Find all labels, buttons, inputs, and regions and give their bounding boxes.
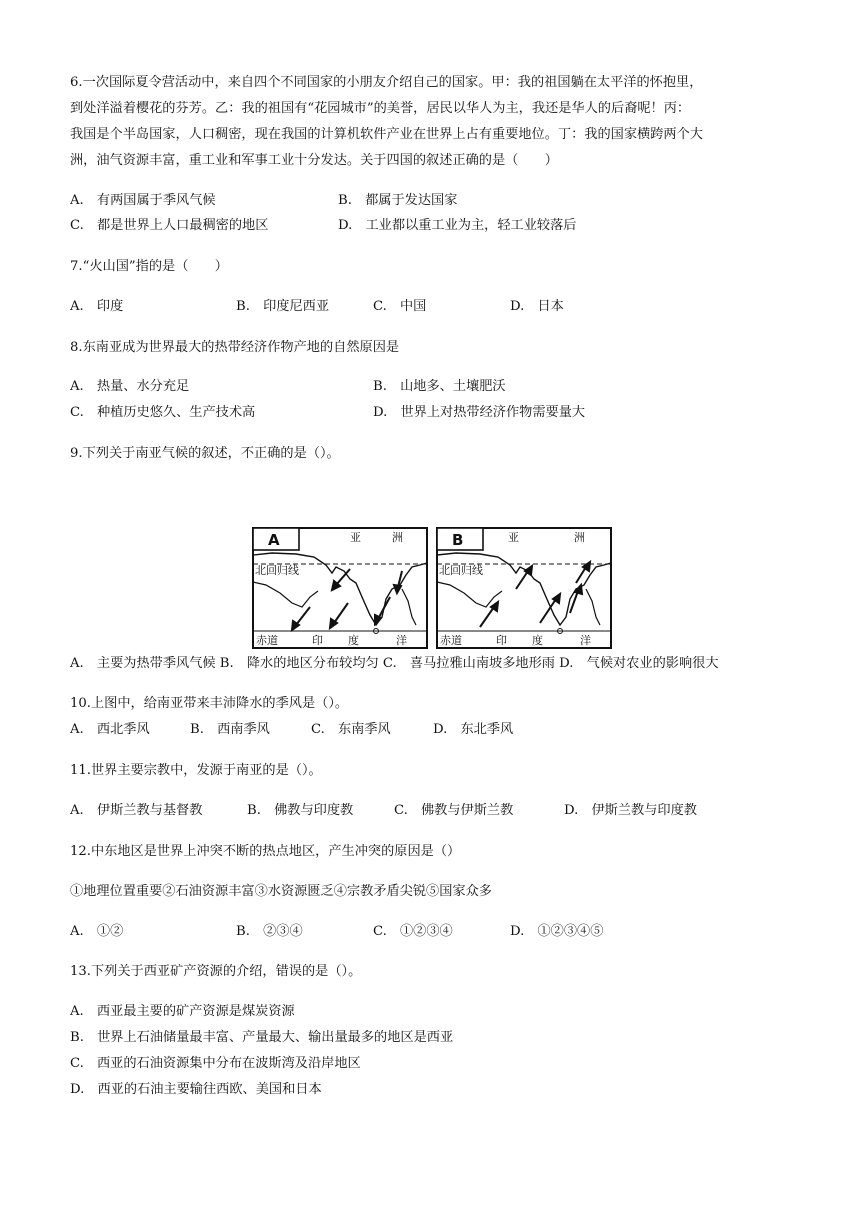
map-b-equator-label: 赤道 xyxy=(440,634,462,647)
q6-stem-line-1: 6.一次国际夏令营活动中，来自四个不同国家的小朋友介绍自己的国家。甲：我的祖国躺在太平洋的怀抱里， xyxy=(70,75,703,90)
map-a-asia-1: 亚 xyxy=(350,531,361,544)
q8-option-b: B. 山地多、土壤肥沃 xyxy=(373,379,506,394)
map-b-asia-1: 亚 xyxy=(508,531,519,544)
q6-option-c: C. 都是世界上人口最稠密的地区 xyxy=(70,218,269,233)
q13-option-a: A. 西亚最主要的矿产资源是煤炭资源 xyxy=(70,1004,295,1019)
monsoon-map-a xyxy=(252,527,428,649)
map-b-letter: B xyxy=(452,531,464,549)
q12-option-c: C. ①②③④ xyxy=(373,924,453,939)
map-a-asia-2: 洲 xyxy=(392,531,403,544)
map-a-equator-label: 赤道 xyxy=(256,634,278,647)
q10-option-c: C. 东南季风 xyxy=(311,722,391,737)
q10-option-b: B. 西南季风 xyxy=(190,722,270,737)
q8-option-a: A. 热量、水分充足 xyxy=(70,379,190,394)
q6-option-b: B. 都属于发达国家 xyxy=(338,193,458,208)
q6-option-d: D. 工业都以重工业为主，轻工业较落后 xyxy=(338,218,577,233)
q10-option-a: A. 西北季风 xyxy=(70,722,150,737)
q13-stem: 13.下列关于西亚矿产资源的介绍，错误的是（）。 xyxy=(70,964,362,979)
monsoon-map-b xyxy=(436,527,612,649)
q12-option-b: B. ②③④ xyxy=(236,924,303,939)
q12-option-d: D. ①②③④⑤ xyxy=(510,924,604,939)
q12-option-a: A. ①② xyxy=(70,924,124,939)
q7-option-a: A. 印度 xyxy=(70,299,124,314)
q7-option-b: B. 印度尼西亚 xyxy=(236,299,330,314)
q7-option-c: C. 中国 xyxy=(373,299,427,314)
q7-option-d: D. 日本 xyxy=(510,299,564,314)
q8-option-d: D. 世界上对热带经济作物需要量大 xyxy=(373,405,586,420)
q10-stem: 10.上图中，给南亚带来丰沛降水的季风是（）。 xyxy=(70,696,349,711)
q11-option-d: D. 伊斯兰教与印度教 xyxy=(564,803,697,818)
q12-items: ①地理位置重要②石油资源丰富③水资源匮乏④宗教矛盾尖锐⑤国家众多 xyxy=(70,884,492,899)
q6-option-a: A. 有两国属于季风气候 xyxy=(70,193,216,208)
q6-stem-line-4: 洲，油气资源丰富，重工业和军事工业十分发达。关于四国的叙述正确的是（ ） xyxy=(70,153,558,168)
map-b-tropic-label: 北回归线 xyxy=(439,564,483,577)
q9-stem: 9.下列关于南亚气候的叙述，不正确的是（）。 xyxy=(70,446,340,461)
q8-stem: 8.东南亚成为世界最大的热带经济作物产地的自然原因是 xyxy=(70,340,400,355)
q7-stem: 7.“火山国”指的是（ ） xyxy=(70,259,228,274)
q11-option-b: B. 佛教与印度教 xyxy=(247,803,354,818)
map-a-ocean-1: 印 xyxy=(312,634,323,647)
map-a-ocean-3: 洋 xyxy=(396,634,407,647)
q6-stem-line-2: 到处洋溢着樱花的芬芳。乙：我的祖国有“花园城市”的美誉，居民以华人为主，我还是华人的后裔呢！丙： xyxy=(70,101,691,116)
map-a-ocean-2: 度 xyxy=(348,634,359,647)
map-b-asia-2: 洲 xyxy=(574,531,585,544)
q8-option-c: C. 种植历史悠久、生产技术高 xyxy=(70,405,256,420)
q13-option-c: C. 西亚的石油资源集中分布在波斯湾及沿岸地区 xyxy=(70,1056,361,1071)
map-b-ocean-1: 印 xyxy=(496,634,507,647)
q12-stem: 12.中东地区是世界上冲突不断的热点地区，产生冲突的原因是（） xyxy=(70,844,461,859)
q6-stem-line-3: 我国是个半岛国家，人口稠密，现在我国的计算机软件产业在世界上占有重要地位。丁：我的国家横跨两个大 xyxy=(70,127,703,142)
q13-option-b: B. 世界上石油储量最丰富、产量最大、输出量最多的地区是西亚 xyxy=(70,1030,454,1045)
map-b-ocean-3: 洋 xyxy=(580,634,591,647)
map-b-ocean-2: 度 xyxy=(532,634,543,647)
q9-options: A. 主要为热带季风气候 B. 降水的地区分布较均匀 C. 喜马拉雅山南坡多地形雨 D. 气候对农业的影响很大 xyxy=(70,656,719,671)
q11-option-c: C. 佛教与伊斯兰教 xyxy=(394,803,514,818)
map-a-tropic-label: 北回归线 xyxy=(255,564,299,577)
q10-option-d: D. 东北季风 xyxy=(433,722,514,737)
map-a-letter: A xyxy=(268,531,280,549)
q11-stem: 11.世界主要宗教中，发源于南亚的是（）。 xyxy=(70,763,322,778)
q13-option-d: D. 西亚的石油主要输往西欧、美国和日本 xyxy=(70,1082,322,1097)
q11-option-a: A. 伊斯兰教与基督教 xyxy=(70,803,203,818)
